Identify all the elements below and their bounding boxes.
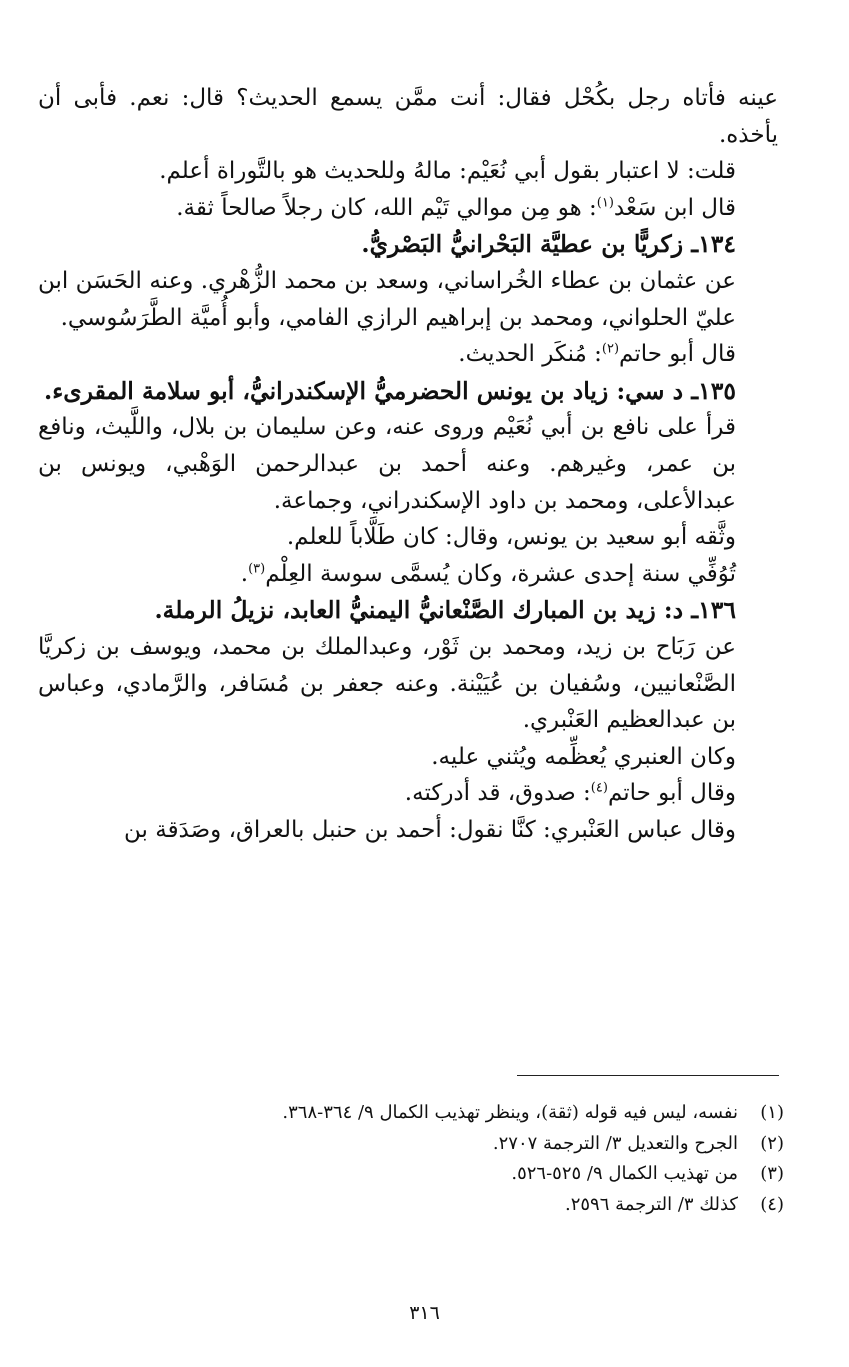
footnote-ref-3[interactable]: (٣) bbox=[248, 561, 266, 577]
text: قال أبو حاتم bbox=[619, 341, 736, 368]
page-number: ٣١٦ bbox=[409, 1302, 440, 1324]
main-text bbox=[38, 80, 778, 848]
footnote-1 bbox=[38, 1098, 784, 1129]
footnote-4 bbox=[38, 1190, 784, 1221]
text: تُوُفِّي سنة إحدى عشرة، وكان يُسمَّى سوسة العِلْم bbox=[265, 560, 736, 587]
paragraph-136-anbari: وكان العنبري يُعظِّمه ويُثني عليه. bbox=[431, 743, 736, 770]
paragraph-continuation: عينه فأتاه رجل بكُحْل فقال: أنت ممَّن يسمع الحديث؟ قال: نعم. فأبى أن يأخذه. bbox=[38, 85, 778, 148]
paragraph-134-narrators: عن عثمان بن عطاء الخُراساني، وسعد بن محمد الزُّهْري. وعنه الحَسَن ابن عليّ الحلواني، ومحمد بن إبراهيم الرازي الفامي، وأبو أُميَّة الطَّرَسُوسي. bbox=[38, 267, 736, 331]
footnote-text: نفسه، ليس فيه قوله (ثقة)، وينظر تهذيب الكمال ٩/ ٣٦٤-٣٦٨. bbox=[282, 1102, 738, 1123]
text: : مُنكَر الحديث. bbox=[458, 341, 602, 368]
footnote-2 bbox=[38, 1129, 784, 1160]
footnote-ref-4[interactable]: (٤) bbox=[590, 780, 608, 796]
paragraph-134-abu-hatim bbox=[38, 336, 778, 373]
paragraph-136-abu-hatim bbox=[38, 775, 778, 812]
paragraph-ibn-saad bbox=[38, 190, 778, 227]
footnote-number: (٢) bbox=[760, 1132, 784, 1154]
text: وقال أبو حاتم bbox=[607, 780, 736, 807]
footnote-text: الجرح والتعديل ٣/ الترجمة ٢٧٠٧. bbox=[492, 1132, 738, 1154]
footnote-3 bbox=[38, 1159, 784, 1190]
entry-heading-134: ١٣٤ـ زكريًّا بن عطيَّة البَحْرانيُّ البَصْريُّ. bbox=[361, 230, 736, 259]
entry-heading-136: ١٣٦ـ د: زيد بن المبارك الصَّنْعانيُّ اليمنيُّ العابد، نزيلُ الرملة. bbox=[154, 596, 736, 625]
footnote-number: (١) bbox=[760, 1102, 784, 1123]
paragraph-136-narrators: عن رَبَاح بن زيد، ومحمد بن ثَوْر، وعبدالملك بن محمد، ويوسف بن زكريَّا الصَّنْعانيين، وسُفيان بن عُيَيْنة. وعنه جعفر بن مُسَافر، والرَّمادي، وعباس بن عبدالعظيم العَنْبري. bbox=[38, 633, 736, 734]
text: . bbox=[240, 560, 249, 587]
footnote-number: (٤) bbox=[760, 1193, 784, 1215]
paragraph-135-narrators: قرأ على نافع بن أبي نُعَيْم وروى عنه، وعن سليمان بن بلال، واللَّيث، ونافع بن عمر، وغيرهم. وعنه أحمد بن عبدالرحمن الوَهْبي، ويونس بن عبدالأعلى، ومحمد بن داود الإسكندراني، وجماعة. bbox=[38, 414, 736, 514]
footnote-text: كذلك ٣/ الترجمة ٢٥٩٦. bbox=[564, 1193, 738, 1215]
footnote-ref-2[interactable]: (٢) bbox=[601, 341, 620, 357]
footnote-ref-1[interactable]: (١) bbox=[596, 195, 614, 211]
footnotes bbox=[38, 1098, 784, 1220]
text: قال ابن سَعْد bbox=[613, 194, 736, 221]
footnote-number: (٣) bbox=[760, 1163, 784, 1184]
text: : صدوق، قد أدركته. bbox=[404, 780, 591, 807]
footnote-text: من تهذيب الكمال ٩/ ٥٢٥-٥٢٦. bbox=[511, 1163, 738, 1184]
paragraph-comment: قلت: لا اعتبار بقول أبي نُعَيْم: مالهُ وللحديث هو بالتَّوراة أعلم. bbox=[159, 158, 736, 185]
entry-heading-135: ١٣٥ـ د سي: زياد بن يونس الحضرميُّ الإسكندرانيُّ، أبو سلامة المقرىء. bbox=[44, 376, 736, 405]
paragraph-136-abbas: وقال عباس العَنْبري: كنَّا نقول: أحمد بن حنبل بالعراق، وصَدَقة بن bbox=[124, 816, 736, 843]
text: : هو مِن موالي تَيْم الله، كان رجلاً صالحاً ثقة. bbox=[176, 194, 597, 221]
paragraph-135-death bbox=[38, 556, 778, 593]
footnote-divider bbox=[517, 1075, 779, 1076]
paragraph-135-tawthiq: وثَّقه أبو سعيد بن يونس، وقال: كان طَلَّاباً للعلم. bbox=[286, 524, 736, 551]
